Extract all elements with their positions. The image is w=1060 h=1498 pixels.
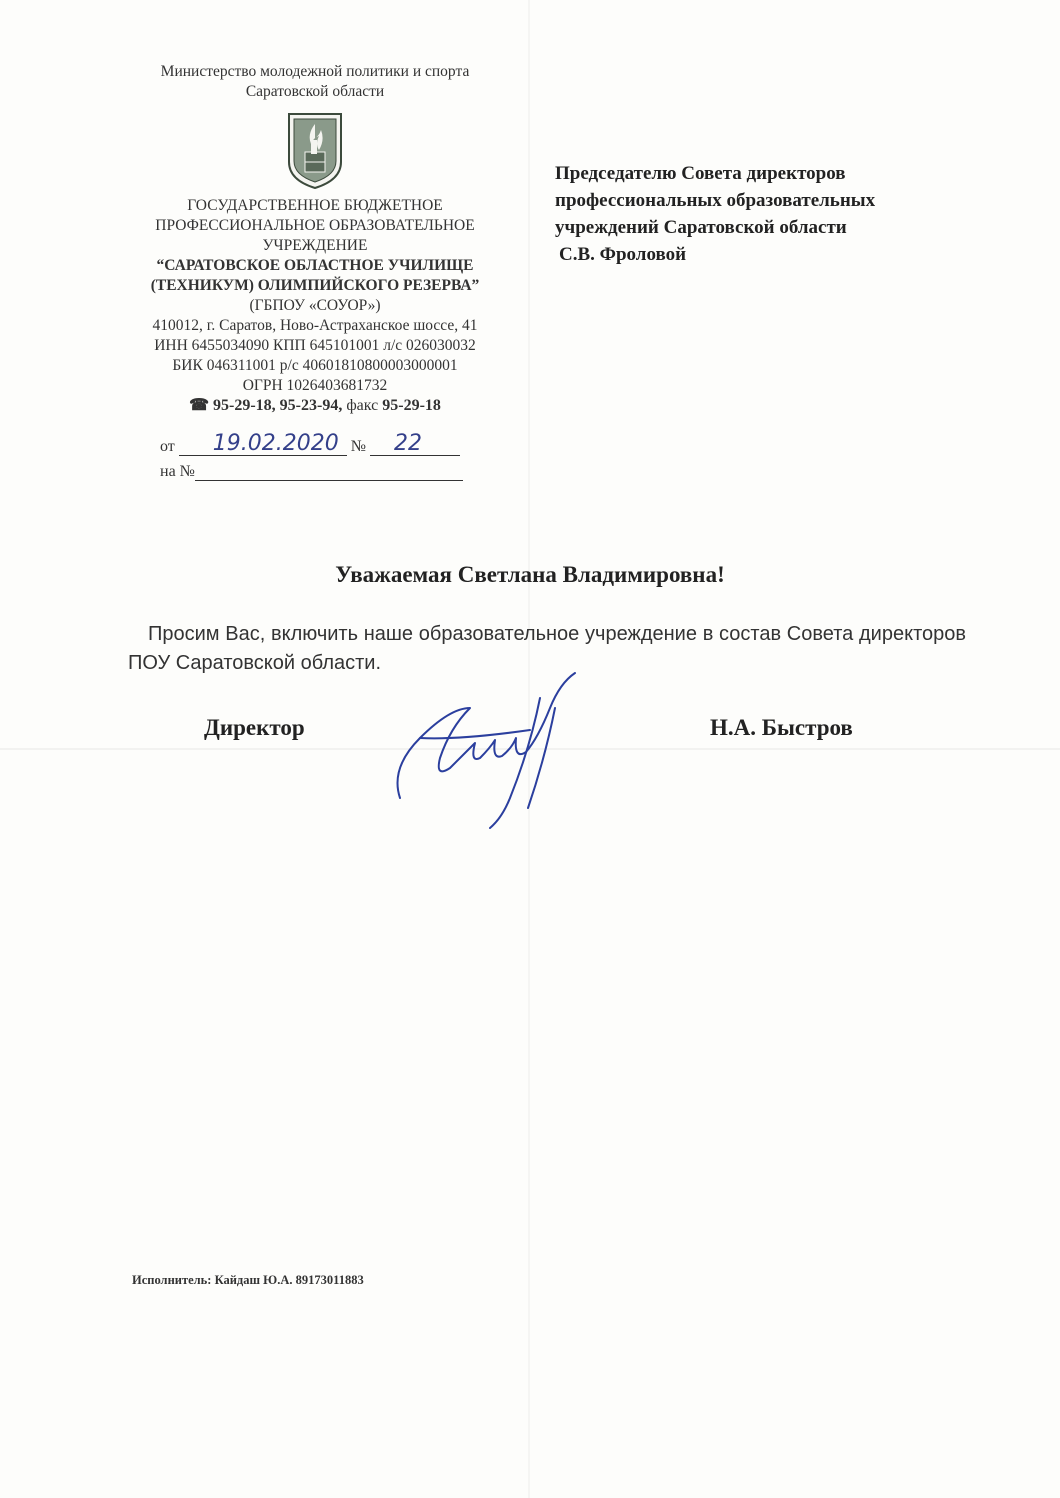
date-field	[179, 431, 347, 456]
registration-date-row	[160, 431, 460, 456]
fax-label: факс	[346, 397, 379, 414]
org-address: 410012, г. Саратов, Ново-Астраханское шоссе, 41	[152, 317, 478, 334]
ref-field	[195, 462, 463, 481]
phone-icon: ☎	[189, 397, 209, 414]
org-type-line: ПРОФЕССИОНАЛЬНОЕ ОБРАЗОВАТЕЛЬНОЕ	[155, 217, 475, 234]
signatory-name: Н.А. Быстров	[710, 715, 853, 740]
letterhead	[115, 62, 515, 416]
org-name-line: (ТЕХНИКУМ) ОЛИМПИЙСКОГО РЕЗЕРВА”	[150, 277, 480, 294]
phone-numbers: 95-29-18, 95-23-94,	[213, 397, 343, 414]
signature-mark	[380, 668, 590, 838]
ministry-region-line: Саратовской области	[245, 83, 385, 100]
org-name-line: “САРАТОВСКОЕ ОБЛАСТНОЕ УЧИЛИЩЕ	[156, 257, 474, 274]
date-label: от	[160, 438, 175, 455]
executor-note: Исполнитель: Кайдаш Ю.А. 89173011883	[132, 1273, 364, 1287]
org-bik: БИК 046311001 р/с 40601810800003000001	[172, 357, 458, 374]
number-label: №	[350, 438, 367, 455]
registration-ref-row	[160, 462, 463, 481]
addressee-name: С.В. Фроловой	[559, 244, 687, 265]
salutation: Уважаемая Светлана Владимировна!	[335, 562, 725, 587]
number-handwritten: 22	[394, 431, 423, 456]
org-abbreviation: (ГБПОУ «СОУОР»)	[249, 297, 381, 314]
org-ogrn: ОГРН 1026403681732	[242, 377, 388, 394]
addressee-block	[555, 160, 995, 268]
ref-label: на №	[160, 463, 195, 480]
emblem-icon	[285, 110, 345, 190]
signatory-title: Директор	[204, 715, 305, 740]
date-handwritten: 19.02.2020	[212, 431, 339, 456]
org-inn-kpp: ИНН 6455034090 КПП 645101001 л/с 026030032	[154, 337, 476, 354]
letter-body: Просим Вас, включить наше образовательное учреждение в состав Совета директоров ПОУ Саратовской области.	[128, 623, 966, 674]
org-type-line: УЧРЕЖДЕНИЕ	[262, 237, 368, 254]
org-phones	[115, 396, 515, 416]
addressee-line: профессиональных образовательных	[555, 190, 876, 211]
number-field	[370, 431, 460, 456]
org-type-line: ГОСУДАРСТВЕННОЕ БЮДЖЕТНОЕ	[187, 197, 443, 214]
addressee-line: учреждений Саратовской области	[555, 217, 847, 238]
ministry-line: Министерство молодежной политики и спорта	[160, 63, 470, 80]
addressee-line: Председателю Совета директоров	[555, 163, 846, 184]
fax-number: 95-29-18	[382, 397, 441, 414]
